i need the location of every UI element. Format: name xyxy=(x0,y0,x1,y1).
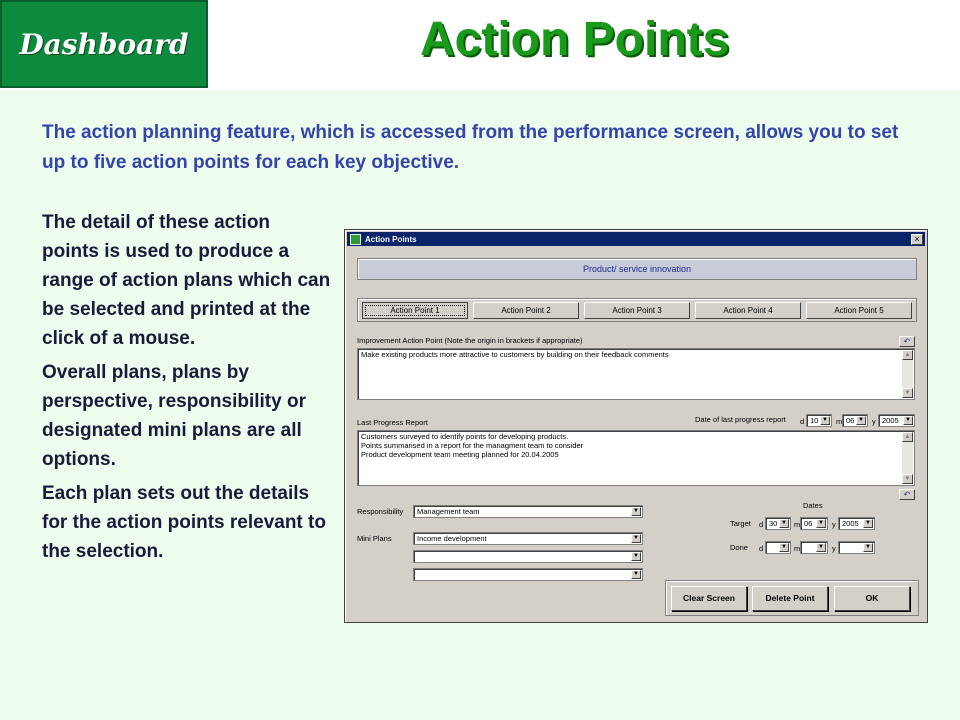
progress-y-label: y xyxy=(872,417,876,426)
target-d-label: d xyxy=(759,520,764,529)
chevron-down-icon[interactable]: ▼ xyxy=(779,519,789,528)
description-paragraph-2: Overall plans, plans by perspective, responsibility or designated mini plans are all options. xyxy=(42,362,306,470)
mini-plan-select-3[interactable] xyxy=(413,568,643,581)
chevron-down-icon[interactable]: ▼ xyxy=(779,543,789,552)
objective-field: Product/ service innovation xyxy=(357,258,917,280)
close-icon[interactable]: × xyxy=(911,234,923,245)
undo-icon[interactable]: ↶ xyxy=(899,489,915,500)
intro-text: The action planning feature, which is accessed from the performance screen, allows you to set up to five action points for each key objective. xyxy=(42,122,899,173)
done-label: Done xyxy=(730,543,748,552)
progress-line-1: Customers surveyed to identify points for developing products. xyxy=(361,432,569,441)
target-month-select[interactable] xyxy=(800,517,828,530)
chevron-down-icon[interactable]: ▼ xyxy=(863,543,873,552)
scroll-up-icon[interactable]: ▲ xyxy=(902,432,913,442)
chevron-down-icon[interactable]: ▼ xyxy=(816,519,826,528)
target-label: Target xyxy=(730,519,751,528)
improvement-scrollbar[interactable] xyxy=(902,350,913,398)
done-day-select[interactable] xyxy=(765,541,791,554)
progress-date-label: Date of last progress report xyxy=(695,415,786,424)
action-point-tabs xyxy=(357,298,917,322)
done-year-select[interactable] xyxy=(838,541,875,554)
dialog-title: Action Points xyxy=(365,234,417,244)
progress-year-value: 2005 xyxy=(882,416,899,425)
chevron-down-icon[interactable]: ▼ xyxy=(856,416,866,425)
description-paragraph-3: Each plan sets out the details for the action points relevant to the selection. xyxy=(42,483,326,562)
improvement-textarea[interactable] xyxy=(357,348,915,400)
chevron-down-icon[interactable]: ▼ xyxy=(863,519,873,528)
tab-action-point-1[interactable]: Action Point 1 xyxy=(362,302,468,319)
progress-d-label: d xyxy=(800,417,805,426)
progress-month-value: 06 xyxy=(846,416,855,425)
mini-plan-select-2[interactable] xyxy=(413,550,643,563)
done-d-label: d xyxy=(759,544,764,553)
progress-day-value: 10 xyxy=(810,416,819,425)
dashboard-badge-label: Dashboard xyxy=(19,27,189,61)
chevron-down-icon[interactable]: ▼ xyxy=(631,534,641,543)
target-year-select[interactable] xyxy=(838,517,875,530)
done-y-label: y xyxy=(832,544,836,553)
mini-plan-value-1: Income development xyxy=(417,534,487,543)
progress-year-select[interactable] xyxy=(878,414,915,427)
chevron-down-icon[interactable]: ▼ xyxy=(631,570,641,579)
progress-label: Last Progress Report xyxy=(357,418,428,427)
ok-button[interactable]: OK xyxy=(834,586,910,611)
delete-point-button[interactable]: Delete Point xyxy=(752,586,828,611)
responsibility-value: Management team xyxy=(417,507,480,516)
app-icon xyxy=(350,234,361,245)
target-month-value: 06 xyxy=(804,519,813,528)
responsibility-label: Responsibility xyxy=(357,507,404,516)
dates-label: Dates xyxy=(803,501,823,510)
chevron-down-icon[interactable]: ▼ xyxy=(903,416,913,425)
improvement-label: Improvement Action Point (Note the origin in brackets if appropriate) xyxy=(357,336,583,345)
progress-line-3: Product development team meeting planned for 20.04.2005 xyxy=(361,450,559,459)
progress-m-label: m xyxy=(836,417,843,426)
chevron-down-icon[interactable]: ▼ xyxy=(820,416,830,425)
button-group xyxy=(665,580,919,616)
page-title: Action Points xyxy=(420,13,730,66)
tab-action-point-5[interactable]: Action Point 5 xyxy=(806,302,912,319)
target-day-value: 30 xyxy=(769,519,778,528)
scroll-up-icon[interactable]: ▲ xyxy=(902,350,913,360)
progress-line-2: Points summarised in a report for the managment team to consider xyxy=(361,441,584,450)
chevron-down-icon[interactable]: ▼ xyxy=(631,552,641,561)
tab-action-point-4[interactable]: Action Point 4 xyxy=(695,302,801,319)
description-column xyxy=(42,208,332,571)
done-m-label: m xyxy=(794,544,801,553)
chevron-down-icon[interactable]: ▼ xyxy=(816,543,826,552)
tab-action-point-3[interactable]: Action Point 3 xyxy=(584,302,690,319)
target-y-label: y xyxy=(832,520,836,529)
dialog-titlebar[interactable] xyxy=(347,232,925,246)
chevron-down-icon[interactable]: ▼ xyxy=(631,507,641,516)
done-month-select[interactable] xyxy=(800,541,828,554)
mini-plans-label: Mini Plans xyxy=(357,534,392,543)
tab-action-point-2[interactable]: Action Point 2 xyxy=(473,302,579,319)
dashboard-badge[interactable] xyxy=(0,0,208,88)
progress-textarea[interactable] xyxy=(357,430,915,486)
target-year-value: 2005 xyxy=(842,519,859,528)
action-points-dialog xyxy=(344,229,928,623)
clear-screen-button[interactable]: Clear Screen xyxy=(671,586,747,611)
description-paragraph-1: The detail of these action points is used to produce a range of action plans which can be selected and printed at the click of a mouse. xyxy=(42,212,331,349)
responsibility-select[interactable] xyxy=(413,505,643,518)
target-day-select[interactable] xyxy=(765,517,791,530)
progress-month-select[interactable] xyxy=(842,414,868,427)
scroll-down-icon[interactable]: ▼ xyxy=(902,388,913,398)
target-m-label: m xyxy=(794,520,801,529)
progress-scrollbar[interactable] xyxy=(902,432,913,484)
progress-day-select[interactable] xyxy=(806,414,832,427)
mini-plan-select-1[interactable] xyxy=(413,532,643,545)
improvement-text: Make existing products more attractive to customers by building on their feedback comments xyxy=(361,350,669,359)
scroll-down-icon[interactable]: ▼ xyxy=(902,474,913,484)
undo-icon[interactable]: ↶ xyxy=(899,336,915,347)
